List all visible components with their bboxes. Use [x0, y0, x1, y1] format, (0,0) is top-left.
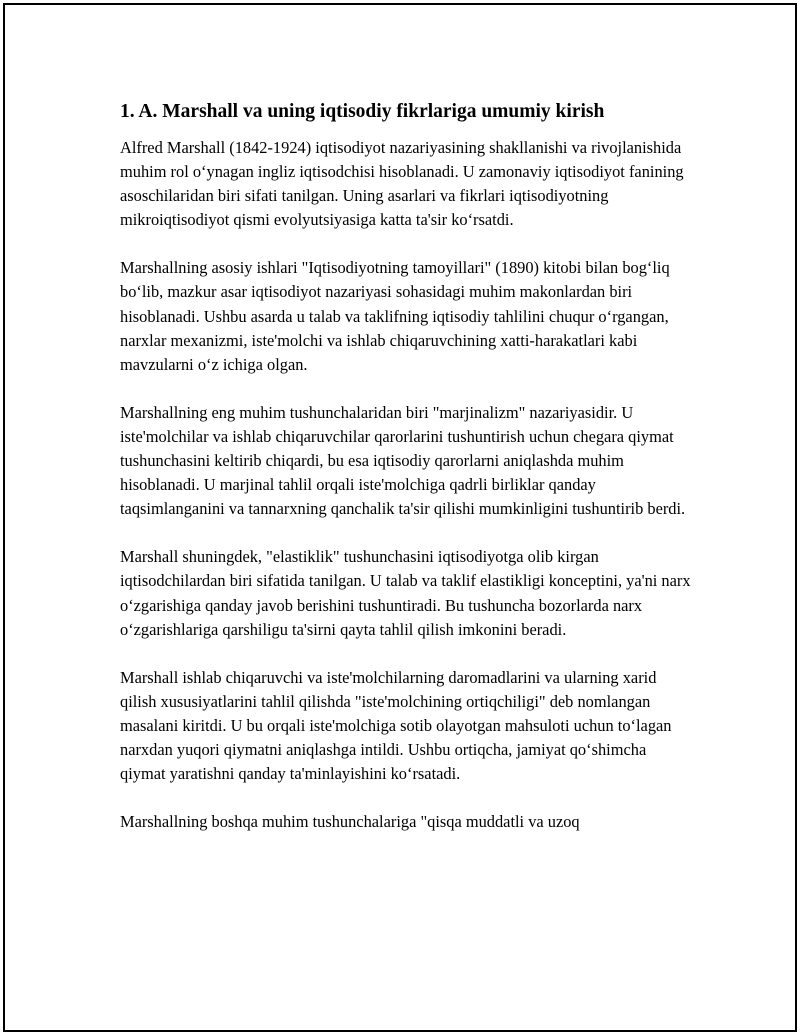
paragraph-truncated: Marshallning boshqa muhim tushunchalariga "qisqa muddatli va uzoq: [120, 812, 580, 832]
paragraph-principles: Marshallning asosiy ishlari "Iqtisodiyotning tamoyillari" (1890) kitobi bilan bogʻliq boʻlib, mazkur asar iqtisodiyot nazariyasi sohasidagi muhim makonlardan biri hisoblanadi. Ushbu asarda u talab va taklifning iqtisodiy tahlilini chuqur oʻrgangan, narxlar mexanizmi, iste'molchi va ishlab chiqaruvchining xatti-harakatlari kabi mavzularni oʻz ichiga olgan.: [120, 258, 670, 374]
paragraph-elasticity: Marshall shuningdek, "elastiklik" tushunchasini iqtisodiyotga olib kirgan iqtisodchilardan biri sifatida tanilgan. U talab va taklif elastikligi konceptini, ya'ni narx oʻzgarishiga qanday javob berishini tushuntiradi. Bu tushuncha bozorlarda narx oʻzgarishlariga qarshiligu ta'sirni qayta tahlil qilish imkonini beradi.: [120, 547, 691, 639]
document-page: [3, 3, 797, 1032]
document-content: [120, 99, 695, 858]
paragraph-marginalism: Marshallning eng muhim tushunchalaridan biri "marjinalizm" nazariyasidir. U iste'molchilar va ishlab chiqaruvchilar qarorlarini tushuntirish uchun chegara qiymat tushunchasini keltirib chiqardi, bu esa iqtisodiy qarorlarni aniqlashda muhim hisoblanadi. U marjinal tahlil orqali iste'molchiga qadrli birliklar qanday taqsimlanganini va tannarxning qanchalik ta'sir qilishi mumkinligini tushuntirib berdi.: [120, 402, 686, 519]
paragraph-consumer-surplus: Marshall ishlab chiqaruvchi va iste'molchilarning daromadlarini va ularning xarid qilish xususiyatlarini tahlil qilishda "iste'molchining ortiqchiligi" deb nomlangan masalani kiritdi. U bu orqali iste'molchiga sotib olayotgan mahsuloti uchun toʻlagan narxdan yuqori qiymatni aniqlashga intildi. Ushbu ortiqcha, jamiyat qoʻshimcha qiymat yaratishni qanday ta'minlayishini koʻrsatadi.: [120, 667, 672, 784]
section-heading: 1. A. Marshall va uning iqtisodiy fikrlariga umumiy kirish: [120, 101, 605, 122]
paragraph-intro: Alfred Marshall (1842-1924) iqtisodiyot nazariyasining shakllanishi va rivojlanishida muhim rol oʻynagan ingliz iqtisodchisi hisoblanadi. U zamonaviy iqtisodiyot fanining asoschilaridan biri sifati tanilgan. Uning asarlari va fikrlari iqtisodiyotning mikroiqtisodiyot qismi evolyutsiyasiga katta ta'sir koʻrsatdi.: [120, 138, 684, 230]
